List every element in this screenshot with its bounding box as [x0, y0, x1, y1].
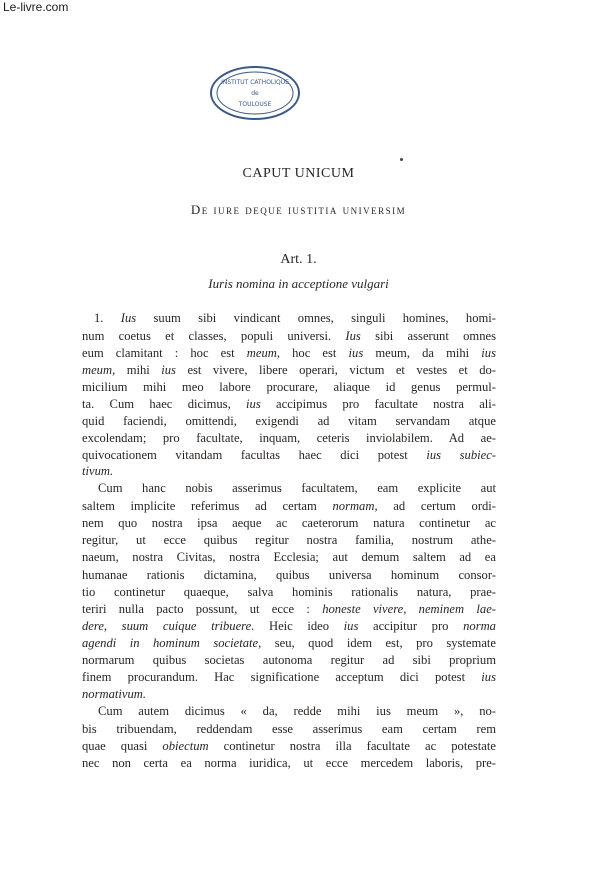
- text-line: [82, 463, 496, 480]
- text-run: saltem implicite referimus ad certam: [82, 499, 333, 513]
- text-run: micilium mihi meo labore procurare, aliaque id genus permul-: [82, 380, 496, 394]
- italic-term: ius subiec-: [426, 448, 496, 462]
- text-line: [94, 310, 496, 327]
- italic-term: tivum.: [82, 464, 114, 478]
- text-run: Cum autem dicimus « da, redde mihi ius meum », no-: [98, 704, 496, 718]
- text-line: [82, 413, 496, 430]
- italic-term: ius: [343, 619, 359, 633]
- text-run: num coetus et classes, populi universi.: [82, 329, 346, 343]
- text-line: [82, 498, 496, 515]
- article-number: Art. 1.: [280, 252, 317, 267]
- italic-term: dere, suum cuique tribuere.: [82, 619, 255, 633]
- text-run: regitur, ut ecce quibus regitur nostra familia, nostrum athe-: [82, 533, 496, 547]
- text-run: sibi asserunt omnes: [360, 329, 496, 343]
- text-run: hoc est: [280, 346, 349, 360]
- text-line: [82, 549, 496, 566]
- text-line: [82, 755, 496, 772]
- text-run: continetur nostra illa facultate ac potestate: [208, 739, 496, 753]
- text-run: nec non certa ea norma iuridica, ut ecce mercedem laboris, pre-: [82, 756, 496, 770]
- text-run: humanae rationis dictamina, quibus universa hominum consor-: [82, 568, 496, 582]
- text-run: quivocationem vitandam facultas haec dici potest: [82, 448, 427, 462]
- italic-term: Ius: [120, 311, 137, 325]
- italic-term: ius: [161, 363, 176, 377]
- text-run: bis tribuendam, reddendam esse asserimus eam certam rem: [82, 722, 496, 736]
- italic-term: obiectum: [162, 739, 209, 753]
- stamp-middle-text: de: [251, 90, 259, 97]
- text-run: est vivere, libere operari, victum et vestes et do-: [175, 363, 496, 377]
- text-line: [82, 328, 496, 345]
- text-line: [82, 379, 496, 396]
- text-run: naeum, nostra Civitas, nostra Ecclesia; aut demum saltem ad ea: [82, 550, 496, 564]
- text-run: ta. Cum haec dicimus,: [82, 397, 247, 411]
- text-line: [82, 584, 496, 601]
- text-line: [98, 703, 496, 720]
- italic-term: Ius: [345, 329, 361, 343]
- text-line: [82, 362, 496, 379]
- text-run: finem procurandum. Hac significatione acceptum dici potest: [82, 670, 482, 684]
- text-line: [82, 532, 496, 549]
- text-line: [82, 430, 496, 447]
- text-run: accipimus pro facultate nostra ali-: [260, 397, 496, 411]
- italic-term: ius: [348, 346, 364, 360]
- text-line: [82, 601, 496, 618]
- library-stamp: [208, 64, 302, 122]
- stamp-bottom-text: TOULOUSE: [238, 101, 272, 108]
- text-line: [82, 447, 496, 464]
- text-line: [82, 396, 496, 413]
- watermark: Le-livre.com: [3, 0, 69, 14]
- text-run: suum sibi vindicant omnes, singuli homines, homi-: [136, 311, 496, 325]
- text-run: Heic ideo: [254, 619, 344, 633]
- italic-term: normativum.: [82, 687, 147, 701]
- italic-term: ius: [481, 346, 496, 360]
- text-line: [82, 721, 496, 738]
- italic-term: meum,: [82, 363, 116, 377]
- text-run: eum clamitant : hoc est: [82, 346, 247, 360]
- chapter-subtitle: De iure deque iustitia universim: [190, 202, 407, 217]
- text-run: normarum quibus societas autonoma regitur ad sibi proprium: [82, 653, 496, 667]
- text-line: [82, 618, 496, 635]
- text-line: [98, 480, 496, 497]
- text-run: Cum hanc nobis asserimus facultatem, eam explicite aut: [98, 481, 496, 495]
- text-line: [82, 669, 496, 686]
- text-run: quae quasi: [82, 739, 163, 753]
- article-subtitle: Iuris nomina in acceptione vulgari: [208, 276, 389, 291]
- italic-term: normam,: [332, 499, 378, 513]
- ink-speck: [400, 158, 403, 161]
- text-run: seu, quod idem est, pro systemate: [261, 636, 496, 650]
- italic-term: honeste vivere, neminem lae-: [322, 602, 496, 616]
- text-run: mihi: [115, 363, 162, 377]
- text-run: accipitur pro: [358, 619, 464, 633]
- text-run: tio continetur quaeque, salva hominis rationalis natura, prae-: [82, 585, 496, 599]
- text-run: 1.: [94, 311, 121, 325]
- text-run: excolendam; pro facultate, inquam, ceteris inviolabilem. Ad ae-: [82, 431, 496, 445]
- stamp-top-text: INSTITUT CATHOLIQUE: [221, 79, 289, 86]
- text-line: [82, 515, 496, 532]
- text-line: [82, 635, 496, 652]
- italic-term: ius: [481, 670, 496, 684]
- chapter-title: CAPUT UNICUM: [242, 166, 355, 181]
- text-run: ad certum ordi-: [377, 499, 496, 513]
- italic-term: norma: [463, 619, 496, 633]
- text-run: meum, da mihi: [363, 346, 482, 360]
- text-line: [82, 345, 496, 362]
- text-line: [82, 567, 496, 584]
- text-line: [82, 686, 496, 703]
- italic-term: ius: [246, 397, 261, 411]
- text-run: quid faciendi, omittendi, exigendi ad vitam servandam atque: [82, 414, 496, 428]
- italic-term: agendi in hominum societate,: [82, 636, 262, 650]
- text-run: nem quo nostra ipsa aeque ac caeterorum natura continetur ac: [82, 516, 496, 530]
- text-line: [82, 738, 496, 755]
- italic-term: meum,: [246, 346, 281, 360]
- text-line: [82, 652, 496, 669]
- text-run: teriri nulla pacto possunt, ut ecce :: [82, 602, 323, 616]
